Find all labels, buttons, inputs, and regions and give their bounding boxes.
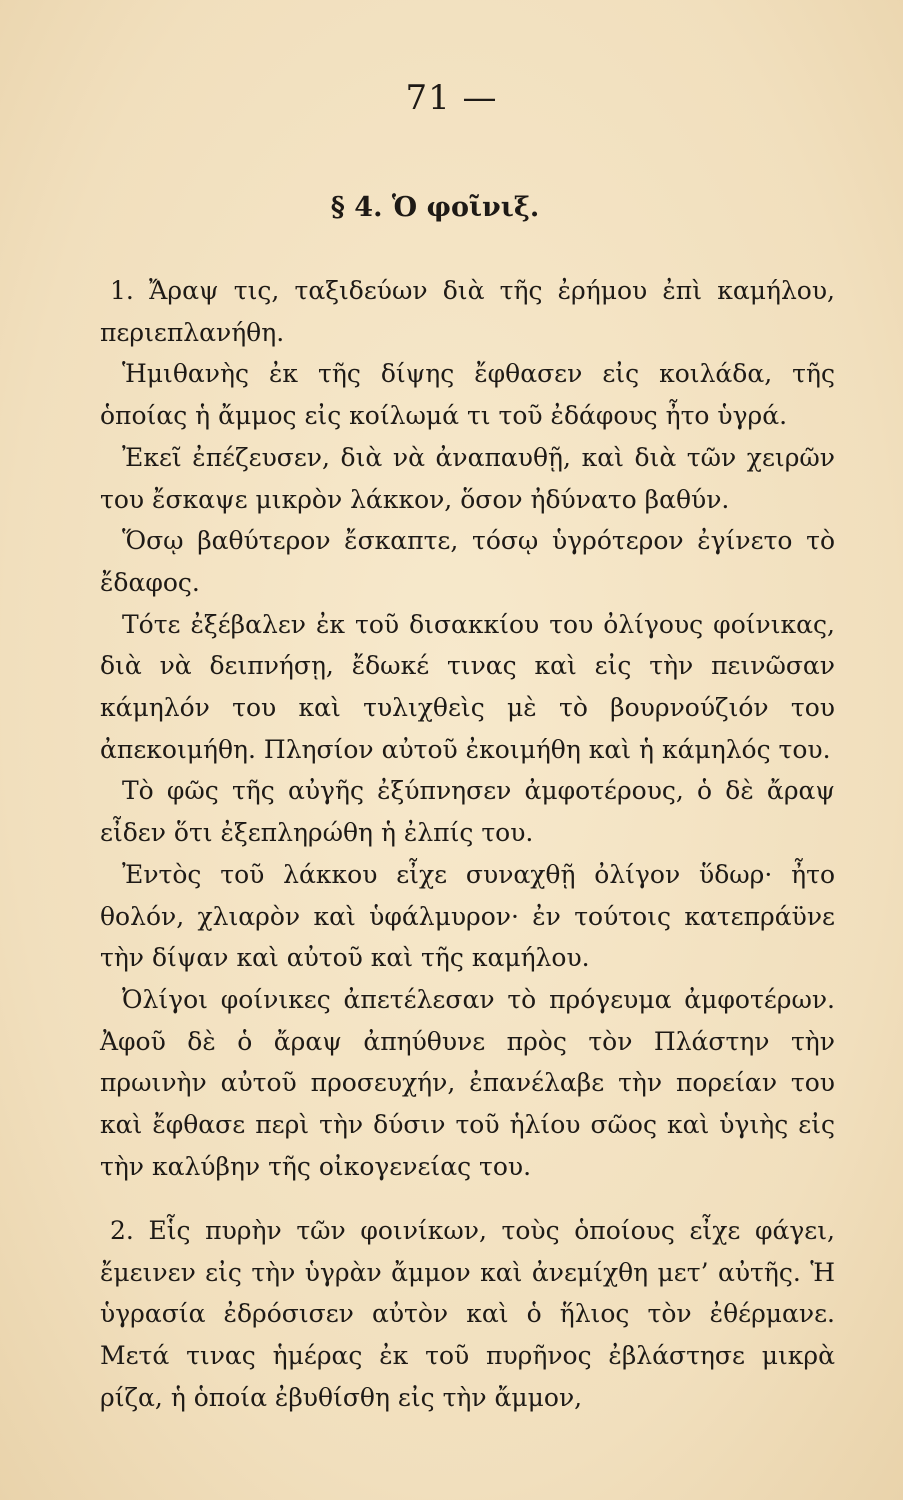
paragraph: Ἐντὸς τοῦ λάκκου εἶχε συναχθῇ ὀλίγον ὕδωρ· ἦτο θολόν, χλιαρὸν καὶ ὑφάλμυρον· ἐν τούτοις κατεπράϋνε τὴν δίψαν καὶ αὐτοῦ καὶ τῆς καμήλου. [100,859,835,973]
paragraph: Ὅσῳ βαθύτερον ἔσκαπτε, τόσῳ ὑγρότερον ἐγίνετο τὸ ἔδαφος. [100,526,835,597]
page-number: 71 — [405,78,498,118]
paragraph: Τότε ἐξέβαλεν ἐκ τοῦ δισακκίου του ὀλίγους φοίνικας, διὰ νὰ δειπνήσῃ, ἔδωκέ τινας καὶ εἰς τὴν πεινῶσαν κάμηλόν του καὶ τυλιχθεὶς μὲ τὸ βουρνούζιόν του ἀπεκοιμήθη. Πλησίον αὐτοῦ ἐκοιμήθη καὶ ἡ κάμηλός του. [100,609,835,764]
paragraph: Ἐκεῖ ἐπέζευσεν, διὰ νὰ ἀναπαυθῇ, καὶ διὰ τῶν χειρῶν του ἔσκαψε μικρὸν λάκκον, ὅσον ἠδύνατο βαθύν. [100,442,835,514]
paragraph: Ὀλίγοι φοίνικες ἀπετέλεσαν τὸ πρόγευμα ἀμφοτέρων. Ἀφοῦ δὲ ὁ ἄραψ ἀπηύθυνε πρὸς τὸν Πλάστην τὴν πρωινὴν αὐτοῦ προσευχήν, ἐπανέλαβε τὴν πορείαν του καὶ ἔφθασε περὶ τὴν δύσιν τοῦ ἡλίου σῶος καὶ ὑγιὴς εἰς τὴν καλύβην τῆς οἰκογενείας του. [100,984,835,1181]
section-1-text [100,270,835,1187]
paragraph: Ἡμιθανὴς ἐκ τῆς δίψης ἔφθασεν εἰς κοιλάδα, τῆς ὁποίας ἡ ἄμμος εἰς κοίλωμά τι τοῦ ἐδάφους ἦτο ὑγρά. [100,359,835,431]
paragraph: 2. Εἷς πυρὴν τῶν φοινίκων, τοὺς ὁποίους εἶχε φάγει, ἔμεινεν εἰς τὴν ὑγρὰν ἄμμον καὶ ἀνεμίχθη μετ’ αὐτῆς. Ἡ ὑγρασία ἐδρόσισεν αὐτὸν καὶ ὁ ἥλιος τὸν ἐθέρμανε. Μετά τινας ἡμέρας ἐκ τοῦ πυρῆνος ἐβλάστησε μικρὰ ρίζα, ἡ ὁποία ἐβυθίσθη εἰς τὴν ἄμμον, [100,1216,835,1412]
section-title: § 4. Ὁ φοῖνιξ. [330,192,540,223]
section-2-text [100,1210,835,1419]
paragraph: Τὸ φῶς τῆς αὐγῆς ἐξύπνησεν ἀμφοτέρους, ὁ δὲ ἄραψ εἶδεν ὅτι ἐξεπληρώθη ἡ ἐλπίς του. [100,776,835,848]
paragraph: 1. Ἄραψ τις, ταξιδεύων διὰ τῆς ἐρήμου ἐπὶ καμήλου, περιεπλανήθη. [100,276,835,347]
